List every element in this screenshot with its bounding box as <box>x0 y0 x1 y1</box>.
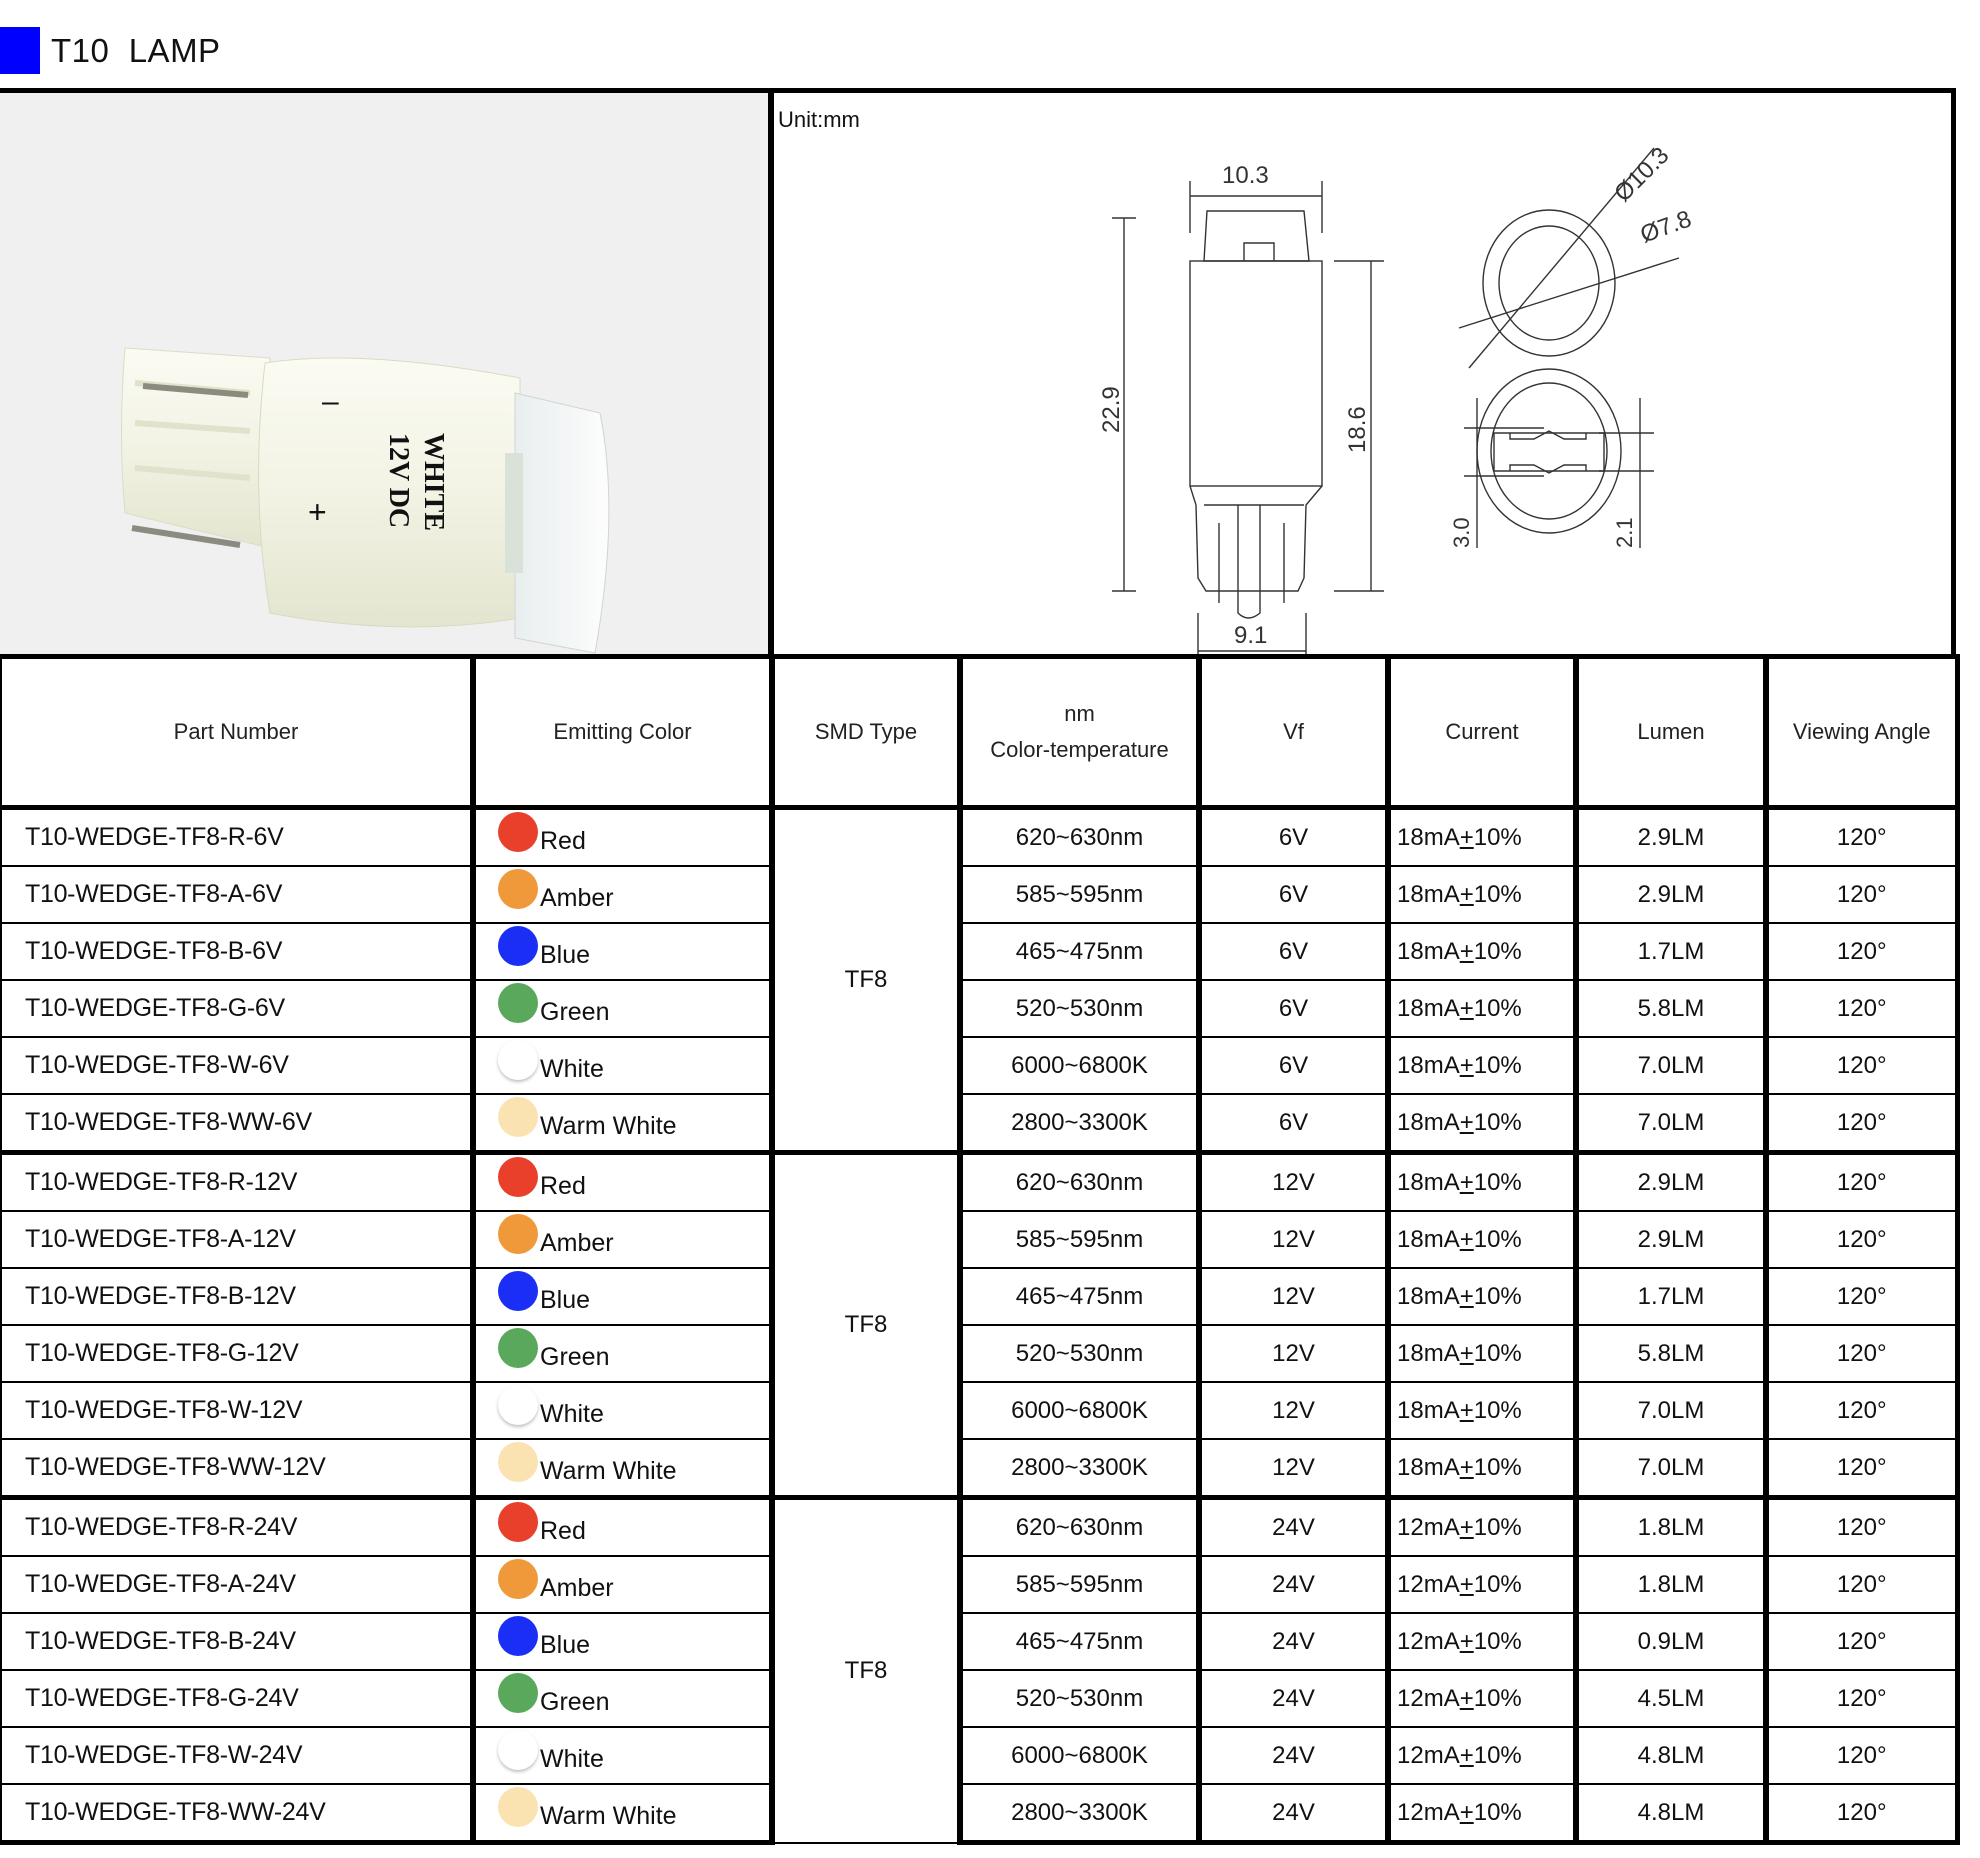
tolerance-sign: + <box>1459 1225 1474 1253</box>
color-label: Amber <box>540 1574 614 1602</box>
viewing-angle-cell: 120° <box>1766 1037 1957 1094</box>
vf-cell: 12V <box>1199 1325 1388 1382</box>
color-label: Blue <box>540 1631 591 1659</box>
dim-top-width: 10.3 <box>1222 162 1269 189</box>
color-dot-icon <box>498 1559 538 1599</box>
current-cell <box>1388 1094 1576 1153</box>
lumen-cell: 4.5LM <box>1576 1670 1766 1727</box>
current-value: 18mA <box>1397 1396 1460 1424</box>
current-cell <box>1388 866 1576 923</box>
table-row <box>1 808 1957 867</box>
current-value: 18mA <box>1397 823 1460 851</box>
viewing-angle-cell: 120° <box>1766 808 1957 867</box>
wavelength-cell: 585~595nm <box>960 1211 1199 1268</box>
part-number-cell: T10-WEDGE-TF8-A-6V <box>1 866 473 923</box>
lumen-cell: 7.0LM <box>1576 1382 1766 1439</box>
part-number-cell: T10-WEDGE-TF8-WW-24V <box>1 1784 473 1843</box>
current-cell <box>1388 980 1576 1037</box>
current-cell <box>1388 1382 1576 1439</box>
svg-text:–: – <box>322 385 339 418</box>
svg-text:Ø10.3: Ø10.3 <box>1609 141 1675 208</box>
product-photo <box>0 93 768 654</box>
table-row <box>1 1784 1957 1843</box>
lumen-cell: 1.7LM <box>1576 1268 1766 1325</box>
lumen-cell: 0.9LM <box>1576 1613 1766 1670</box>
tolerance-sign: + <box>1459 1453 1474 1481</box>
current-value: 18mA <box>1397 937 1460 965</box>
color-label: White <box>540 1055 604 1083</box>
tolerance-sign: + <box>1459 994 1474 1022</box>
current-cell <box>1388 923 1576 980</box>
current-value: 12mA <box>1397 1741 1460 1769</box>
vf-cell: 24V <box>1199 1613 1388 1670</box>
color-dot-icon <box>498 1214 538 1254</box>
current-cell <box>1388 1727 1576 1784</box>
color-dot-icon <box>498 1097 538 1137</box>
current-value: 18mA <box>1397 1108 1460 1136</box>
color-label: Green <box>540 1343 610 1371</box>
table-row <box>1 1268 1957 1325</box>
wavelength-cell: 520~530nm <box>960 980 1199 1037</box>
smd-type-cell: TF8 <box>772 808 960 1153</box>
current-value: 18mA <box>1397 1168 1460 1196</box>
emitting-color-cell <box>473 1094 772 1153</box>
vf-cell: 24V <box>1199 1670 1388 1727</box>
part-number-cell: T10-WEDGE-TF8-R-24V <box>1 1498 473 1557</box>
tolerance-sign: + <box>1459 1627 1474 1655</box>
section-title <box>0 27 221 74</box>
current-cell <box>1388 1268 1576 1325</box>
current-cell <box>1388 1439 1576 1498</box>
tolerance-sign: + <box>1459 1051 1474 1079</box>
lumen-cell: 7.0LM <box>1576 1037 1766 1094</box>
wavelength-cell: 585~595nm <box>960 1556 1199 1613</box>
wavelength-cell: 620~630nm <box>960 1498 1199 1557</box>
tolerance-value: 10% <box>1473 1798 1522 1826</box>
color-dot-icon <box>498 1730 538 1770</box>
table-row <box>1 1727 1957 1784</box>
header-vf: Vf <box>1199 657 1388 808</box>
smd-type-cell: TF8 <box>772 1498 960 1843</box>
color-dot-icon <box>498 869 538 909</box>
emitting-color-cell <box>473 866 772 923</box>
current-cell <box>1388 1211 1576 1268</box>
tolerance-sign: + <box>1459 880 1474 908</box>
viewing-angle-cell: 120° <box>1766 980 1957 1037</box>
emitting-color-cell <box>473 1153 772 1212</box>
wavelength-cell: 2800~3300K <box>960 1094 1199 1153</box>
tolerance-sign: + <box>1459 1741 1474 1769</box>
emitting-color-cell <box>473 980 772 1037</box>
svg-text:12V DC: 12V DC <box>383 433 414 529</box>
tolerance-sign: + <box>1459 1570 1474 1598</box>
color-dot-icon <box>498 1271 538 1311</box>
part-number-cell: T10-WEDGE-TF8-W-12V <box>1 1382 473 1439</box>
tolerance-value: 10% <box>1473 1108 1522 1136</box>
vf-cell: 24V <box>1199 1784 1388 1843</box>
part-number-cell: T10-WEDGE-TF8-A-24V <box>1 1556 473 1613</box>
tolerance-sign: + <box>1459 1339 1474 1367</box>
vf-cell: 12V <box>1199 1439 1388 1498</box>
header-emitting-color: Emitting Color <box>473 657 772 808</box>
tolerance-sign: + <box>1459 1282 1474 1310</box>
current-cell <box>1388 1037 1576 1094</box>
wavelength-cell: 6000~6800K <box>960 1727 1199 1784</box>
technical-drawing <box>774 93 1951 654</box>
header-viewing-angle: Viewing Angle <box>1766 657 1957 808</box>
part-number-cell: T10-WEDGE-TF8-G-6V <box>1 980 473 1037</box>
viewing-angle-cell: 120° <box>1766 1556 1957 1613</box>
viewing-angle-cell: 120° <box>1766 1268 1957 1325</box>
part-number-cell: T10-WEDGE-TF8-WW-6V <box>1 1094 473 1153</box>
lumen-cell: 2.9LM <box>1576 866 1766 923</box>
tolerance-value: 10% <box>1473 1684 1522 1712</box>
tolerance-value: 10% <box>1473 1741 1522 1769</box>
tolerance-value: 10% <box>1473 994 1522 1022</box>
color-dot-icon <box>498 812 538 852</box>
current-cell <box>1388 1556 1576 1613</box>
table-row <box>1 923 1957 980</box>
current-cell <box>1388 1613 1576 1670</box>
part-number-cell: T10-WEDGE-TF8-G-12V <box>1 1325 473 1382</box>
spec-table <box>0 654 1956 1845</box>
color-dot-icon <box>498 1040 538 1080</box>
emitting-color-cell <box>473 1268 772 1325</box>
color-label: Red <box>540 1172 586 1200</box>
tolerance-sign: + <box>1459 1798 1474 1826</box>
dimension-drawing <box>774 93 1951 654</box>
lumen-cell: 4.8LM <box>1576 1727 1766 1784</box>
wavelength-cell: 465~475nm <box>960 923 1199 980</box>
smd-type-cell: TF8 <box>772 1153 960 1498</box>
vf-cell: 24V <box>1199 1727 1388 1784</box>
wavelength-cell: 6000~6800K <box>960 1037 1199 1094</box>
tolerance-sign: + <box>1459 937 1474 965</box>
tolerance-sign: + <box>1459 823 1474 851</box>
current-value: 18mA <box>1397 1453 1460 1481</box>
color-label: White <box>540 1745 604 1773</box>
current-value: 12mA <box>1397 1684 1460 1712</box>
tolerance-sign: + <box>1459 1108 1474 1136</box>
emitting-color-cell <box>473 1037 772 1094</box>
tolerance-sign: + <box>1459 1513 1474 1541</box>
vf-cell: 12V <box>1199 1382 1388 1439</box>
part-number-cell: T10-WEDGE-TF8-B-24V <box>1 1613 473 1670</box>
viewing-angle-cell: 120° <box>1766 1382 1957 1439</box>
current-value: 18mA <box>1397 880 1460 908</box>
wavelength-cell: 620~630nm <box>960 1153 1199 1212</box>
viewing-angle-cell: 120° <box>1766 866 1957 923</box>
emitting-color-cell <box>473 1325 772 1382</box>
table-row <box>1 1153 1957 1212</box>
color-dot-icon <box>498 1616 538 1656</box>
color-label: Warm White <box>540 1457 677 1485</box>
part-number-cell: T10-WEDGE-TF8-WW-12V <box>1 1439 473 1498</box>
current-cell <box>1388 1670 1576 1727</box>
lumen-cell: 5.8LM <box>1576 980 1766 1037</box>
vf-cell: 6V <box>1199 1037 1388 1094</box>
emitting-color-cell <box>473 923 772 980</box>
emitting-color-cell <box>473 1784 772 1843</box>
table-row <box>1 1498 1957 1557</box>
vf-cell: 24V <box>1199 1556 1388 1613</box>
wavelength-cell: 520~530nm <box>960 1670 1199 1727</box>
emitting-color-cell <box>473 1670 772 1727</box>
color-dot-icon <box>498 1328 538 1368</box>
tolerance-value: 10% <box>1473 1339 1522 1367</box>
current-cell <box>1388 1498 1576 1557</box>
viewing-angle-cell: 120° <box>1766 1211 1957 1268</box>
lumen-cell: 1.8LM <box>1576 1556 1766 1613</box>
lamp-photo-illustration <box>0 93 768 654</box>
emitting-color-cell <box>473 1382 772 1439</box>
table-header-row <box>1 657 1957 808</box>
table-row <box>1 980 1957 1037</box>
tolerance-value: 10% <box>1473 1513 1522 1541</box>
svg-text:3.0: 3.0 <box>1449 517 1474 548</box>
svg-text:+: + <box>308 494 327 530</box>
vf-cell: 6V <box>1199 980 1388 1037</box>
vf-cell: 6V <box>1199 923 1388 980</box>
tolerance-value: 10% <box>1473 1225 1522 1253</box>
lumen-cell: 2.9LM <box>1576 1211 1766 1268</box>
table-row <box>1 1325 1957 1382</box>
svg-text:Ø7.8: Ø7.8 <box>1636 205 1695 249</box>
table-row <box>1 1094 1957 1153</box>
tolerance-value: 10% <box>1473 1051 1522 1079</box>
vf-cell: 12V <box>1199 1153 1388 1212</box>
color-label: Green <box>540 998 610 1026</box>
part-number-cell: T10-WEDGE-TF8-W-24V <box>1 1727 473 1784</box>
tolerance-sign: + <box>1459 1168 1474 1196</box>
emitting-color-cell <box>473 1498 772 1557</box>
header-color-temperature: Color-temperature <box>990 737 1169 762</box>
tolerance-value: 10% <box>1473 1453 1522 1481</box>
wavelength-cell: 520~530nm <box>960 1325 1199 1382</box>
color-dot-icon <box>498 1157 538 1197</box>
tolerance-value: 10% <box>1473 1396 1522 1424</box>
svg-text:22.9: 22.9 <box>1098 386 1125 433</box>
tolerance-value: 10% <box>1473 1168 1522 1196</box>
current-cell <box>1388 1153 1576 1212</box>
part-number-cell: T10-WEDGE-TF8-B-12V <box>1 1268 473 1325</box>
header-smd-type: SMD Type <box>772 657 960 808</box>
current-value: 18mA <box>1397 1339 1460 1367</box>
color-dot-icon <box>498 1385 538 1425</box>
color-label: Warm White <box>540 1802 677 1830</box>
wavelength-cell: 585~595nm <box>960 866 1199 923</box>
color-dot-icon <box>498 1502 538 1542</box>
color-label: Red <box>540 1517 586 1545</box>
viewing-angle-cell: 120° <box>1766 1784 1957 1843</box>
table-row <box>1 1382 1957 1439</box>
vf-cell: 6V <box>1199 808 1388 867</box>
table-row <box>1 866 1957 923</box>
table-row <box>1 1037 1957 1094</box>
part-number-cell: T10-WEDGE-TF8-G-24V <box>1 1670 473 1727</box>
tolerance-value: 10% <box>1473 937 1522 965</box>
current-cell <box>1388 808 1576 867</box>
color-dot-icon <box>498 983 538 1023</box>
lumen-cell: 2.9LM <box>1576 808 1766 867</box>
tolerance-value: 10% <box>1473 1282 1522 1310</box>
current-value: 12mA <box>1397 1798 1460 1826</box>
part-number-cell: T10-WEDGE-TF8-W-6V <box>1 1037 473 1094</box>
color-label: Green <box>540 1688 610 1716</box>
viewing-angle-cell: 120° <box>1766 1498 1957 1557</box>
tolerance-value: 10% <box>1473 1627 1522 1655</box>
table-body <box>1 808 1957 1843</box>
current-value: 12mA <box>1397 1627 1460 1655</box>
viewing-angle-cell: 120° <box>1766 1670 1957 1727</box>
color-label: Warm White <box>540 1112 677 1140</box>
color-dot-icon <box>498 1442 538 1482</box>
title-text: T10 LAMP <box>51 31 221 69</box>
vf-cell: 6V <box>1199 1094 1388 1153</box>
color-dot-icon <box>498 1787 538 1827</box>
color-label: Blue <box>540 941 591 969</box>
lumen-cell: 5.8LM <box>1576 1325 1766 1382</box>
header-current: Current <box>1388 657 1576 808</box>
viewing-angle-cell: 120° <box>1766 1727 1957 1784</box>
header-wavelength <box>960 657 1199 808</box>
color-label: Amber <box>540 1229 614 1257</box>
current-value: 12mA <box>1397 1513 1460 1541</box>
vf-cell: 12V <box>1199 1268 1388 1325</box>
vf-cell: 12V <box>1199 1211 1388 1268</box>
table-row <box>1 1670 1957 1727</box>
lumen-cell: 1.8LM <box>1576 1498 1766 1557</box>
tolerance-sign: + <box>1459 1684 1474 1712</box>
emitting-color-cell <box>473 1613 772 1670</box>
table-row <box>1 1613 1957 1670</box>
vf-cell: 6V <box>1199 866 1388 923</box>
wavelength-cell: 465~475nm <box>960 1613 1199 1670</box>
emitting-color-cell <box>473 1439 772 1498</box>
color-label: Amber <box>540 884 614 912</box>
wavelength-cell: 6000~6800K <box>960 1382 1199 1439</box>
lumen-cell: 2.9LM <box>1576 1153 1766 1212</box>
table-row <box>1 1439 1957 1498</box>
tolerance-value: 10% <box>1473 880 1522 908</box>
current-cell <box>1388 1784 1576 1843</box>
table-row <box>1 1211 1957 1268</box>
viewing-angle-cell: 120° <box>1766 1325 1957 1382</box>
current-value: 18mA <box>1397 1282 1460 1310</box>
header-wavelength-unit: nm <box>1064 701 1095 726</box>
color-label: Red <box>540 827 586 855</box>
color-dot-icon <box>498 1673 538 1713</box>
viewing-angle-cell: 120° <box>1766 923 1957 980</box>
color-dot-icon <box>498 926 538 966</box>
emitting-color-cell <box>473 1211 772 1268</box>
svg-text:18.6: 18.6 <box>1344 406 1371 453</box>
vf-cell: 24V <box>1199 1498 1388 1557</box>
header-lumen: Lumen <box>1576 657 1766 808</box>
color-label: White <box>540 1400 604 1428</box>
current-value: 18mA <box>1397 1225 1460 1253</box>
viewing-angle-cell: 120° <box>1766 1153 1957 1212</box>
title-color-block <box>0 27 40 74</box>
lumen-cell: 7.0LM <box>1576 1094 1766 1153</box>
unit-label: Unit:mm <box>778 107 860 132</box>
emitting-color-cell <box>473 808 772 867</box>
current-cell <box>1388 1325 1576 1382</box>
part-number-cell: T10-WEDGE-TF8-R-6V <box>1 808 473 867</box>
viewing-angle-cell: 120° <box>1766 1613 1957 1670</box>
emitting-color-cell <box>473 1727 772 1784</box>
part-number-cell: T10-WEDGE-TF8-B-6V <box>1 923 473 980</box>
current-value: 18mA <box>1397 994 1460 1022</box>
header-part-number: Part Number <box>1 657 473 808</box>
wavelength-cell: 2800~3300K <box>960 1439 1199 1498</box>
lumen-cell: 1.7LM <box>1576 923 1766 980</box>
emitting-color-cell <box>473 1556 772 1613</box>
part-number-cell: T10-WEDGE-TF8-R-12V <box>1 1153 473 1212</box>
svg-text:9.1: 9.1 <box>1234 622 1268 649</box>
tolerance-value: 10% <box>1473 1570 1522 1598</box>
viewing-angle-cell: 120° <box>1766 1439 1957 1498</box>
tolerance-sign: + <box>1459 1396 1474 1424</box>
wavelength-cell: 2800~3300K <box>960 1784 1199 1843</box>
current-value: 12mA <box>1397 1570 1460 1598</box>
current-value: 18mA <box>1397 1051 1460 1079</box>
lumen-cell: 4.8LM <box>1576 1784 1766 1843</box>
part-number-cell: T10-WEDGE-TF8-A-12V <box>1 1211 473 1268</box>
lumen-cell: 7.0LM <box>1576 1439 1766 1498</box>
color-label: Blue <box>540 1286 591 1314</box>
viewing-angle-cell: 120° <box>1766 1094 1957 1153</box>
svg-text:2.1: 2.1 <box>1612 517 1637 548</box>
wavelength-cell: 465~475nm <box>960 1268 1199 1325</box>
wavelength-cell: 620~630nm <box>960 808 1199 867</box>
table-row <box>1 1556 1957 1613</box>
tolerance-value: 10% <box>1473 823 1522 851</box>
svg-text:WHITE: WHITE <box>418 433 449 532</box>
